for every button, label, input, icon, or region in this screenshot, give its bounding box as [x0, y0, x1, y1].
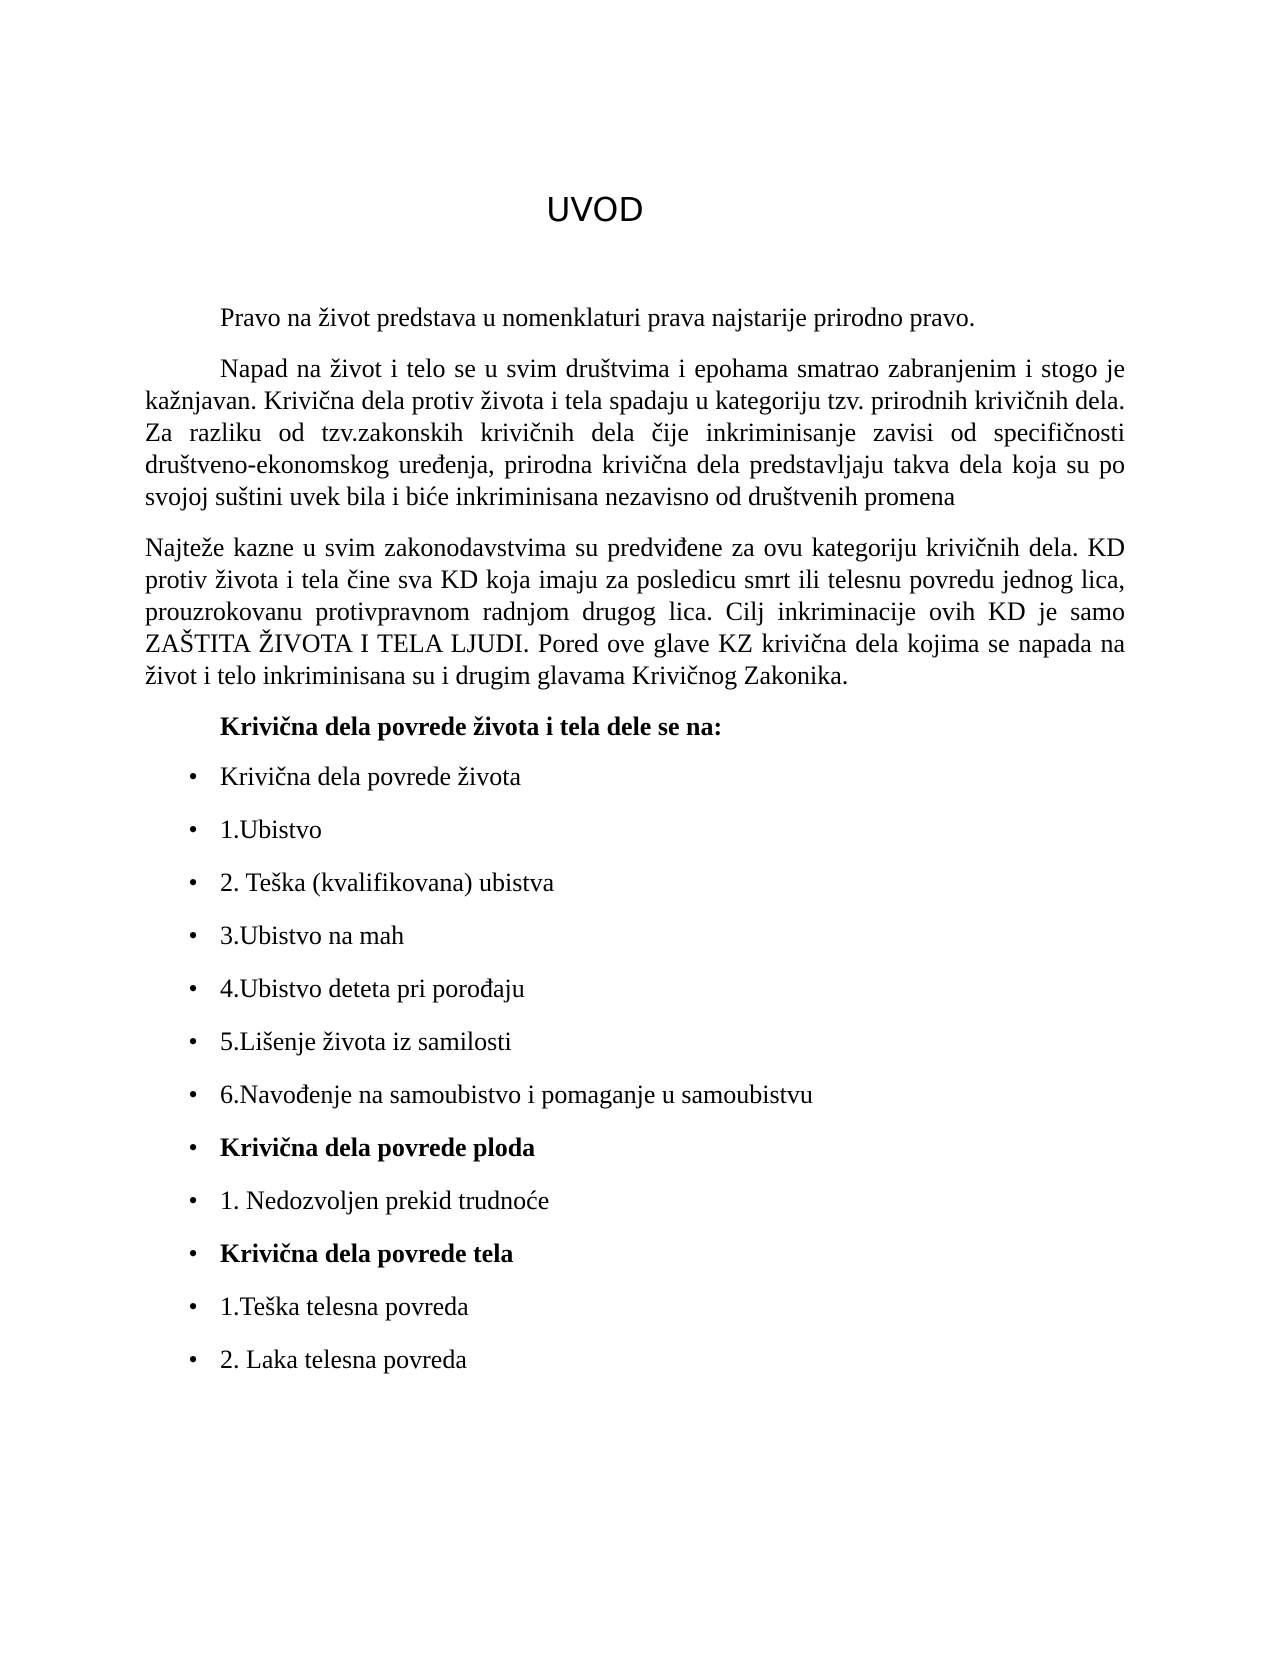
bullet-icon: • [188, 1186, 198, 1215]
list-item [145, 1026, 1125, 1079]
list-item [145, 867, 1125, 920]
bullet-icon: • [188, 1345, 198, 1374]
paragraph-attack-on-life: Napad na život i telo se u svim društvima i epohama smatrao zabranjenim i stogo je kažnjavan. Krivična dela protiv života i tela spadaju u kategoriju tzv. prirodnih krivičnih dela. Za razliku od tzv.zakonskih krivičnih dela čije inkriminisanje zavisi od specifičnosti društveno-ekonomskog uređenja, prirodna krivična dela predstavljaju takva dela koja su po svojoj suštini uvek bila i biće inkriminisana nezavisno od društvenih promena [145, 354, 1125, 511]
list-item [145, 1079, 1125, 1132]
list-item-text: 1. Nedozvoljen prekid trudnoće [220, 1186, 550, 1215]
list-item-text: 2. Laka telesna povreda [220, 1345, 467, 1374]
list-item [145, 920, 1125, 973]
list-item-text: 1.Teška telesna povreda [220, 1292, 469, 1321]
list-item-text: 4.Ubistvo deteta pri porođaju [220, 974, 525, 1003]
paragraph-intro: Pravo na život predstava u nomenklaturi prava najstarije prirodno pravo. [220, 303, 976, 332]
list-item [145, 1185, 1125, 1238]
bullet-icon: • [188, 1292, 198, 1321]
list-item-category [145, 1132, 1125, 1185]
bullet-icon: • [188, 1239, 198, 1268]
list-heading: Krivična dela povrede života i tela dele se na: [220, 712, 723, 741]
bullet-icon: • [188, 921, 198, 950]
offense-list [145, 761, 1125, 1397]
document-body [145, 302, 1125, 1397]
bullet-icon: • [188, 815, 198, 844]
list-item-text: 3.Ubistvo na mah [220, 921, 405, 950]
list-item-text: Krivična dela povrede tela [220, 1239, 514, 1268]
list-item [145, 814, 1125, 867]
paragraph-penalties: Najteže kazne u svim zakonodavstvima su predviđene za ovu kategoriju krivičnih dela. KD protiv života i tela čine sva KD koja imaju za posledicu smrt ili telesnu povredu jednog lica, prouzrokovanu protivpravnom radnjom drugog lica. Cilj inkriminacije ovih KD je samo ZAŠTITA ŽIVOTA I TELA LJUDI. Pored ove glave KZ krivična dela kojima se napada na život i telo inkriminisana su i drugim glavama Krivičnog Zakonika. [145, 533, 1125, 690]
list-item-category [145, 1238, 1125, 1291]
list-item-text: 2. Teška (kvalifikovana) ubistva [220, 868, 555, 897]
list-item [145, 973, 1125, 1026]
list-item [145, 761, 1125, 814]
bullet-icon: • [188, 868, 198, 897]
bullet-icon: • [188, 762, 198, 791]
list-item-text: 1.Ubistvo [220, 815, 322, 844]
bullet-icon: • [188, 1133, 198, 1162]
list-item-text: 6.Navođenje na samoubistvo i pomaganje u samoubistvu [220, 1080, 813, 1109]
bullet-icon: • [188, 974, 198, 1003]
bullet-icon: • [188, 1027, 198, 1056]
list-item-text: Krivična dela povrede ploda [220, 1133, 536, 1162]
list-item [145, 1344, 1125, 1397]
bullet-icon: • [188, 1080, 198, 1109]
list-item-text: Krivična dela povrede života [220, 762, 522, 791]
list-item-text: 5.Lišenje života iz samilosti [220, 1027, 512, 1056]
list-item [145, 1291, 1125, 1344]
page-title: UVOD [546, 190, 644, 229]
